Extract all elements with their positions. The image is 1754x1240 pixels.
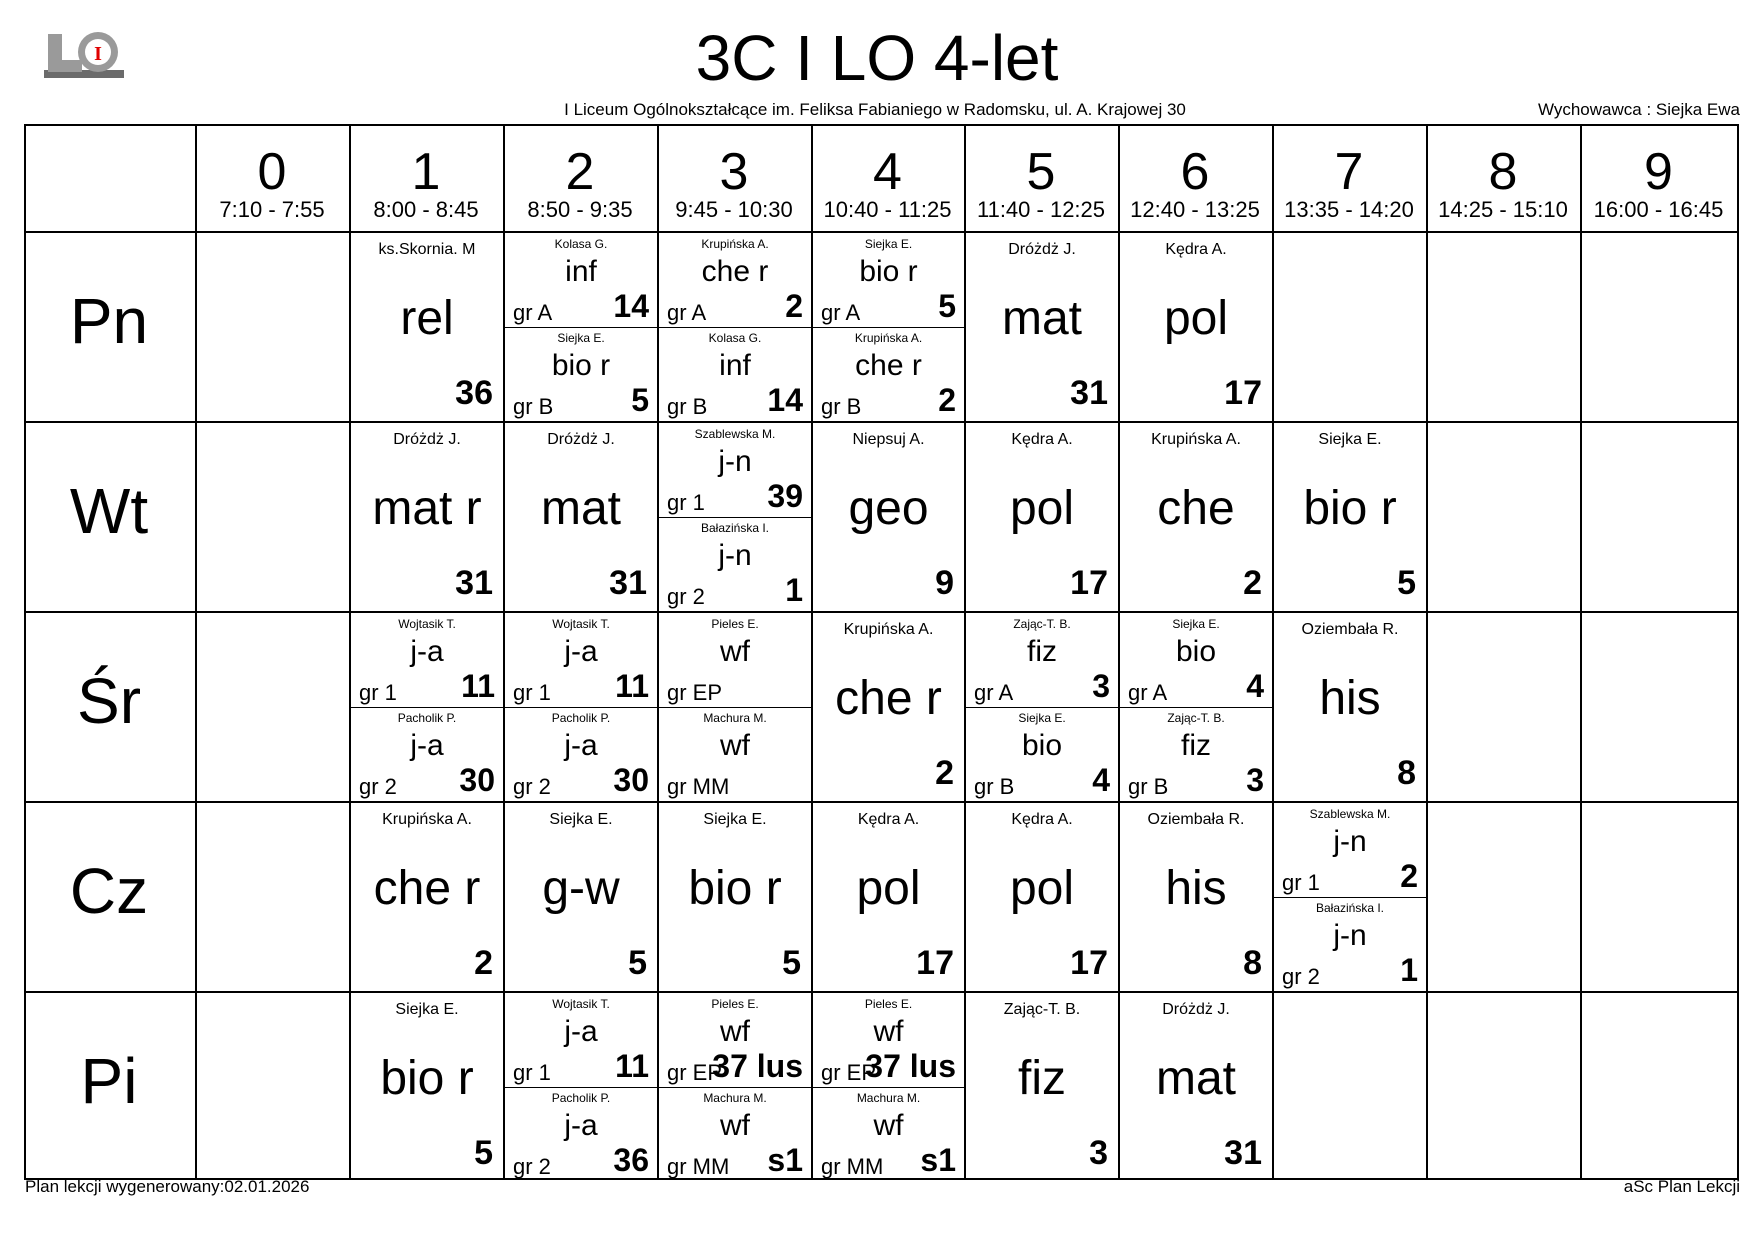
lesson-room: 5 — [631, 382, 649, 418]
lesson-subject: j-a — [410, 635, 444, 668]
lesson-group: gr A — [821, 300, 861, 325]
lesson-room: 17 — [916, 944, 954, 982]
page-title: 3C I LO 4-let — [695, 22, 1059, 94]
lesson-group: gr B — [667, 394, 708, 419]
lesson-cell-group[interactable] — [659, 423, 811, 517]
lesson-teacher: Siejka E. — [703, 811, 767, 828]
lesson-teacher: Siejka E. — [1318, 431, 1382, 448]
lesson-room: 8 — [1397, 754, 1416, 792]
lesson-cell[interactable] — [1274, 613, 1426, 801]
lesson-cell[interactable] — [813, 613, 964, 801]
lesson-cell[interactable] — [505, 423, 657, 611]
lesson-cell[interactable] — [813, 803, 964, 991]
lesson-subject: bio — [1021, 729, 1063, 762]
lesson-subject: pol — [1009, 862, 1075, 915]
lesson-room: 2 — [935, 754, 954, 792]
lesson-room: 11 — [615, 668, 649, 704]
lesson-group: gr MM — [667, 1154, 730, 1179]
lesson-subject: bio — [1175, 635, 1217, 668]
period-number: 6 — [1180, 143, 1210, 201]
lesson-teacher: Kolasa G. — [708, 331, 762, 345]
period-header — [503, 124, 657, 228]
lesson-cell[interactable] — [1274, 423, 1426, 611]
lesson-subject: geo — [848, 482, 929, 535]
lesson-teacher: Machura M. — [703, 1091, 767, 1105]
lesson-cell-group[interactable] — [505, 233, 657, 327]
lesson-subject: bio r — [1303, 482, 1397, 535]
lesson-cell[interactable] — [351, 803, 503, 991]
lesson-group: gr 1 — [513, 680, 551, 705]
lesson-cell-group[interactable] — [659, 993, 811, 1087]
lesson-subject: che r — [373, 862, 481, 915]
lesson-group: gr B — [513, 394, 554, 419]
lesson-subject: mat r — [372, 482, 482, 535]
period-number: 5 — [1026, 143, 1056, 201]
period-header — [349, 124, 503, 228]
lesson-teacher: Wojtasik T. — [552, 617, 610, 631]
lesson-cell-group[interactable] — [1120, 613, 1272, 707]
lesson-teacher: Oziembała R. — [1147, 811, 1245, 828]
lesson-room: 5 — [938, 288, 956, 324]
lesson-cell[interactable] — [1120, 233, 1272, 421]
period-time: 7:10 - 7:55 — [219, 197, 325, 222]
lesson-subject: fiz — [1018, 1052, 1066, 1105]
svg-text:I: I — [94, 43, 102, 65]
lesson-group: gr B — [1128, 774, 1169, 799]
lesson-group: gr A — [1128, 680, 1168, 705]
lesson-group: gr B — [974, 774, 1015, 799]
lesson-room: 14 — [613, 288, 649, 324]
lesson-cell[interactable] — [1120, 993, 1272, 1181]
grid-column-line — [1580, 124, 1582, 1180]
lesson-subject: j-n — [1333, 825, 1367, 858]
lesson-room: 11 — [461, 668, 495, 704]
lesson-teacher: Pieles E. — [711, 617, 759, 631]
lesson-room: 30 — [459, 762, 495, 798]
lesson-cell-group[interactable] — [813, 1087, 964, 1181]
lesson-teacher: Krupińska A. — [701, 237, 769, 251]
lesson-subject: j-a — [564, 729, 598, 762]
lesson-teacher: Krupińska A. — [382, 811, 472, 828]
lesson-room: 30 — [613, 762, 649, 798]
lesson-room: 5 — [1397, 564, 1416, 602]
period-time: 11:40 - 12:25 — [976, 197, 1106, 222]
lesson-room: 5 — [474, 1134, 493, 1172]
lesson-teacher: Krupińska A. — [1151, 431, 1241, 448]
lesson-teacher: Kędra A. — [1011, 811, 1073, 828]
period-time: 14:25 - 15:10 — [1438, 197, 1568, 222]
lesson-cell[interactable] — [351, 423, 503, 611]
lesson-cell-group[interactable] — [813, 993, 964, 1087]
lesson-subject: pol — [1163, 292, 1229, 345]
day-label: Śr — [77, 665, 141, 737]
period-number: 4 — [873, 143, 902, 201]
lesson-room: 4 — [1092, 762, 1110, 798]
lesson-teacher: Zając-T. B. — [1003, 1001, 1081, 1018]
lesson-cell-group[interactable] — [505, 327, 657, 421]
lesson-teacher: Dróżdż J. — [1008, 241, 1076, 258]
period-header — [1426, 124, 1580, 228]
day-label: Wt — [69, 475, 149, 547]
lesson-subject: g-w — [542, 862, 620, 915]
lesson-room: 8 — [1243, 944, 1262, 982]
lesson-cell-group[interactable] — [351, 613, 503, 707]
lesson-teacher: Krupińska A. — [843, 621, 934, 638]
lesson-room: 31 — [455, 564, 493, 602]
lesson-subject: bio r — [688, 862, 782, 915]
lesson-subject: wf — [720, 1109, 750, 1142]
lesson-cell-group[interactable] — [813, 233, 964, 327]
lesson-cell[interactable] — [1120, 423, 1272, 611]
lesson-subject: j-n — [718, 445, 752, 478]
lesson-group: gr 2 — [667, 584, 705, 609]
lesson-room: 14 — [767, 382, 803, 418]
period-header — [964, 124, 1118, 228]
lesson-group: gr 1 — [359, 680, 397, 705]
lesson-subject: j-n — [718, 539, 752, 572]
lesson-subject: bio r — [380, 1052, 474, 1105]
lesson-room: 17 — [1224, 374, 1262, 412]
lesson-subject: che r — [855, 349, 922, 382]
lesson-room: 36 — [613, 1142, 649, 1178]
lesson-group: gr EP — [821, 1060, 877, 1085]
lesson-group: gr EP — [667, 680, 723, 705]
lesson-teacher: Zając-T. B. — [1013, 617, 1071, 631]
period-time: 13:35 - 14:20 — [1284, 197, 1414, 222]
lesson-teacher: Dróżdż J. — [393, 431, 461, 448]
lesson-teacher: Zając-T. B. — [1167, 711, 1225, 725]
lesson-room: 2 — [1400, 858, 1418, 894]
lesson-room: 17 — [1070, 564, 1108, 602]
lesson-subject: pol — [856, 862, 921, 915]
lesson-subject: mat — [1001, 292, 1082, 345]
period-header — [195, 124, 349, 228]
lesson-teacher: Kolasa G. — [554, 237, 608, 251]
school-name: I Liceum Ogólnokształcące im. Feliksa Fabianiego w Radomsku, ul. A. Krajowej 30 — [564, 100, 1186, 119]
lesson-group: gr MM — [667, 774, 730, 799]
lesson-room: 17 — [1070, 944, 1108, 982]
lesson-room: 1 — [785, 572, 803, 608]
lesson-room: 9 — [935, 564, 954, 602]
lesson-subject: j-a — [410, 729, 444, 762]
lesson-subject: pol — [1009, 482, 1075, 535]
lesson-group: gr MM — [821, 1154, 884, 1179]
lesson-teacher: Pieles E. — [864, 997, 913, 1011]
lesson-teacher: Kędra A. — [1165, 241, 1227, 258]
lesson-group: gr EP — [667, 1060, 723, 1085]
lesson-teacher: Szablewska M. — [694, 427, 776, 441]
lesson-cell[interactable] — [505, 803, 657, 991]
lesson-teacher: Kędra A. — [857, 811, 920, 828]
lesson-teacher: Pacholik P. — [551, 1091, 611, 1105]
lesson-cell[interactable] — [813, 423, 964, 611]
lesson-subject: che r — [701, 255, 769, 288]
lesson-cell-group[interactable] — [505, 1087, 657, 1181]
lesson-cell-group[interactable] — [966, 613, 1118, 707]
lesson-cell[interactable] — [351, 233, 503, 421]
lesson-room: s1 — [767, 1142, 803, 1178]
lesson-subject: mat — [1155, 1052, 1236, 1105]
lesson-room: 37 lus — [865, 1048, 956, 1084]
generator-brand: aSc Plan Lekcji — [1623, 1177, 1740, 1196]
period-time: 8:00 - 8:45 — [373, 197, 479, 222]
lesson-teacher: Kędra A. — [1011, 431, 1073, 448]
lesson-room: 36 — [455, 374, 493, 412]
lesson-group: gr 2 — [513, 774, 551, 799]
lesson-cell[interactable] — [966, 993, 1118, 1181]
lesson-subject: rel — [400, 292, 454, 345]
lesson-cell-group[interactable] — [813, 327, 964, 421]
lesson-subject: j-a — [564, 1015, 598, 1048]
lesson-teacher: Machura M. — [856, 1091, 921, 1105]
lesson-teacher: Szablewska M. — [1309, 807, 1391, 821]
period-header — [1118, 124, 1272, 228]
period-header — [811, 124, 964, 228]
lesson-cell[interactable] — [966, 803, 1118, 991]
lesson-cell-group[interactable] — [505, 993, 657, 1087]
lesson-room: 2 — [938, 382, 956, 418]
lesson-subject: inf — [719, 349, 751, 382]
lesson-subject: wf — [873, 1109, 904, 1142]
lesson-room: 2 — [1243, 564, 1262, 602]
lesson-subject: wf — [720, 729, 750, 762]
period-number: 0 — [257, 143, 287, 201]
lesson-teacher: Machura M. — [703, 711, 767, 725]
period-number: 7 — [1334, 143, 1364, 201]
lesson-room: 5 — [628, 944, 647, 982]
lesson-subject: his — [1319, 672, 1381, 725]
lesson-teacher: Pieles E. — [711, 997, 759, 1011]
lesson-teacher: Krupińska A. — [854, 331, 923, 345]
lesson-room: s1 — [920, 1142, 956, 1178]
lesson-subject: wf — [720, 635, 750, 668]
lesson-group: gr 1 — [513, 1060, 551, 1085]
lesson-teacher: Wojtasik T. — [398, 617, 456, 631]
lesson-cell[interactable] — [1120, 803, 1272, 991]
lesson-room: 2 — [785, 288, 803, 324]
lesson-room: 39 — [767, 478, 803, 514]
lesson-group: gr 2 — [1282, 964, 1320, 989]
lesson-teacher: Dróżdż J. — [1162, 1001, 1230, 1018]
lesson-cell-group[interactable] — [966, 707, 1118, 801]
lesson-group: gr 2 — [513, 1154, 551, 1179]
lesson-subject: bio r — [859, 255, 918, 288]
period-time: 16:00 - 16:45 — [1593, 197, 1724, 222]
lesson-cell[interactable] — [659, 803, 811, 991]
period-header — [1272, 124, 1426, 228]
lesson-subject: wf — [720, 1015, 750, 1048]
lesson-teacher: Siejka E. — [557, 331, 605, 345]
day-label: Cz — [69, 855, 149, 927]
lesson-cell-group[interactable] — [505, 707, 657, 801]
lesson-cell-group[interactable] — [659, 327, 811, 421]
lesson-subject: j-n — [1333, 919, 1367, 952]
lesson-cell-group[interactable] — [659, 517, 811, 611]
lesson-teacher: Dróżdż J. — [547, 431, 615, 448]
lesson-cell-group[interactable] — [351, 707, 503, 801]
lesson-subject: inf — [565, 255, 597, 288]
lesson-teacher: Siejka E. — [549, 811, 613, 828]
lesson-teacher: Pacholik P. — [551, 711, 611, 725]
period-number: 8 — [1488, 143, 1518, 201]
lesson-teacher: ks.Skornia. M — [378, 241, 476, 258]
generated-date: Plan lekcji wygenerowany:02.01.2026 — [25, 1177, 310, 1196]
lesson-cell[interactable] — [966, 233, 1118, 421]
lesson-cell-group[interactable] — [1274, 897, 1426, 991]
lesson-subject: bio r — [551, 349, 611, 382]
lesson-group: gr 1 — [1282, 870, 1320, 895]
lesson-room: 31 — [1070, 374, 1108, 412]
lesson-room: 2 — [474, 944, 493, 982]
lesson-room: 31 — [1224, 1134, 1262, 1172]
lesson-teacher: Siejka E. — [395, 1001, 459, 1018]
grid-column-line — [1426, 124, 1428, 1180]
lesson-room: 11 — [615, 1048, 649, 1084]
lesson-teacher: Siejka E. — [864, 237, 913, 251]
lesson-subject: mat — [540, 482, 621, 535]
lesson-group: gr 1 — [667, 490, 705, 515]
class-teacher: Wychowawca : Siejka Ewa — [1537, 100, 1740, 119]
lesson-room: 5 — [782, 944, 801, 982]
period-number: 2 — [565, 143, 595, 201]
period-time: 10:40 - 11:25 — [823, 197, 952, 222]
period-header — [657, 124, 811, 228]
lesson-cell-group[interactable] — [1120, 707, 1272, 801]
lesson-room: 3 — [1092, 668, 1110, 704]
period-number: 9 — [1644, 143, 1673, 201]
lesson-teacher: Bałazińska I. — [700, 521, 770, 535]
lesson-cell-group[interactable] — [659, 233, 811, 327]
lesson-group: gr A — [974, 680, 1014, 705]
lesson-cell-group[interactable] — [659, 707, 811, 801]
lesson-teacher: Pacholik P. — [397, 711, 457, 725]
period-time: 12:40 - 13:25 — [1130, 197, 1260, 222]
lesson-teacher: Niepsuj A. — [852, 431, 925, 448]
period-header — [1580, 124, 1737, 228]
lesson-cell-group[interactable] — [505, 613, 657, 707]
lesson-subject: fiz — [1181, 729, 1211, 762]
lesson-cell[interactable] — [966, 423, 1118, 611]
lesson-cell-group[interactable] — [659, 613, 811, 707]
lesson-subject: his — [1165, 862, 1227, 915]
lesson-teacher: Wojtasik T. — [552, 997, 610, 1011]
timetable-grid — [24, 124, 1739, 1180]
lesson-teacher: Siejka E. — [1172, 617, 1220, 631]
lesson-subject: fiz — [1027, 635, 1057, 668]
lesson-teacher: Siejka E. — [1018, 711, 1066, 725]
lesson-room: 4 — [1246, 668, 1264, 704]
lesson-subject: j-a — [564, 1109, 598, 1142]
lesson-group: gr B — [821, 394, 862, 419]
lesson-room: 3 — [1246, 762, 1264, 798]
period-number: 1 — [411, 143, 441, 201]
lesson-subject: j-a — [564, 635, 598, 668]
lesson-subject: che r — [835, 672, 942, 725]
day-label: Pi — [80, 1045, 138, 1117]
lesson-group: gr A — [513, 300, 553, 325]
lesson-room: 1 — [1400, 952, 1418, 988]
lesson-subject: che — [1157, 482, 1235, 535]
period-time: 8:50 - 9:35 — [527, 197, 633, 222]
lesson-teacher: Oziembała R. — [1301, 621, 1399, 638]
period-number: 3 — [719, 143, 749, 201]
lesson-teacher: Bałazińska I. — [1315, 901, 1385, 915]
lesson-cell[interactable] — [351, 993, 503, 1181]
lesson-cell-group[interactable] — [1274, 803, 1426, 897]
lesson-subject: wf — [873, 1015, 904, 1048]
lesson-room: 37 lus — [712, 1048, 803, 1084]
period-time: 9:45 - 10:30 — [675, 197, 793, 222]
lesson-room: 31 — [609, 564, 647, 602]
day-label: Pn — [69, 285, 149, 357]
lesson-cell-group[interactable] — [659, 1087, 811, 1181]
lesson-group: gr 2 — [359, 774, 397, 799]
grid-column-line — [195, 124, 197, 1180]
lesson-room: 3 — [1089, 1134, 1108, 1172]
lesson-group: gr A — [667, 300, 707, 325]
